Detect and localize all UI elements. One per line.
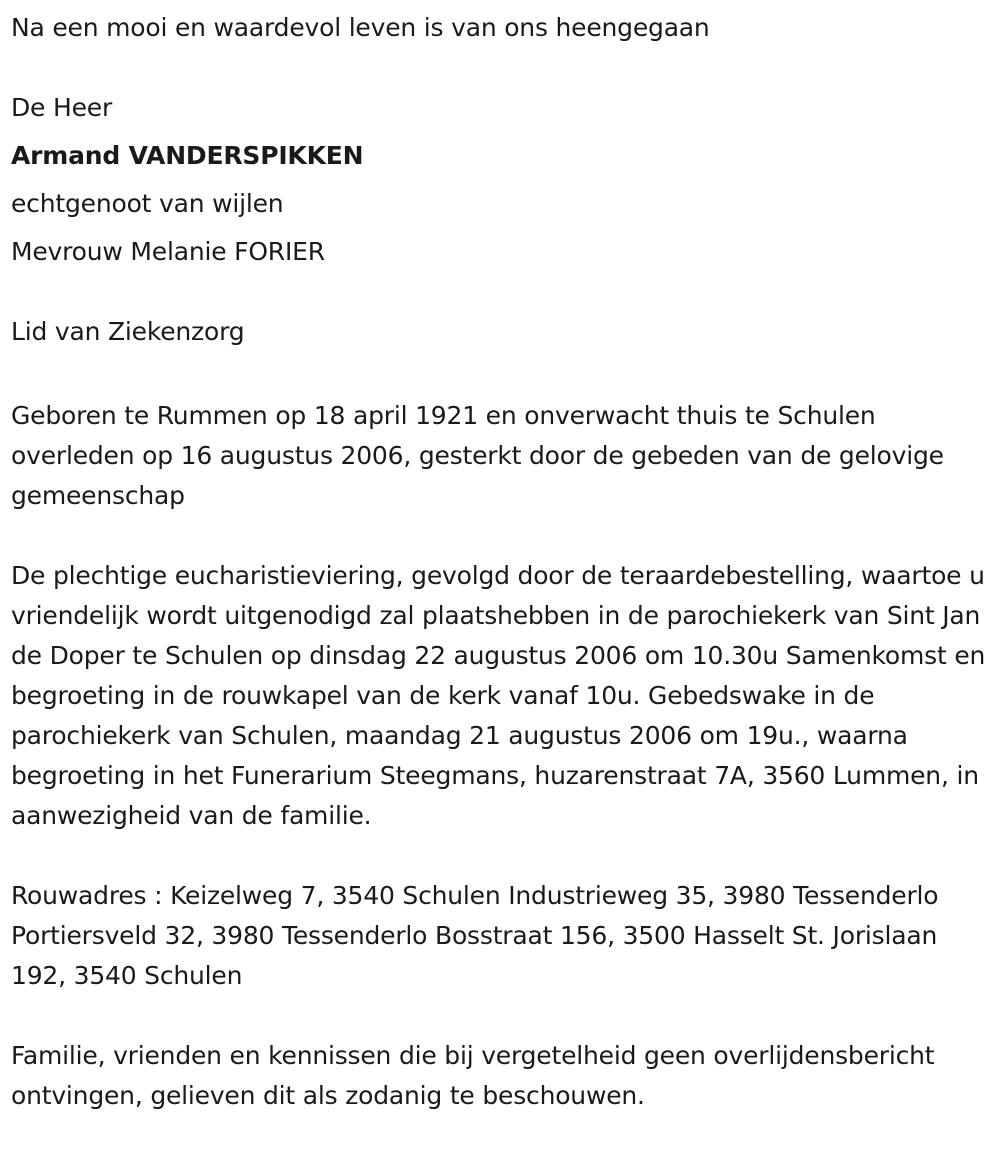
ceremony-paragraph: De plechtige eucharistieviering, gevolgd door de teraardebestelling, waartoe u vriendelijk wordt uitgenodigd zal plaatshebben in de parochiekerk van Sint Jan de Doper te Schulen op dinsdag 22 augustus 2006 om 10.30u Samenkomst en begroeting in de rouwkapel van de kerk vanaf 10u. Gebedswake in de parochiekerk van Schulen, maandag 21 augustus 2006 om 19u., waarna begroeting in het Funerarium Steegmans, huzarenstraat 7A, 3560 Lummen, in aanwezigheid van de familie. bbox=[11, 561, 993, 830]
obituary-notice bbox=[11, 4, 996, 1116]
closing-paragraph: Familie, vrienden en kennissen die bij vergetelheid geen overlijdensbericht ontvingen, gelieven dit als zodanig te beschouwen. bbox=[11, 1041, 943, 1110]
relation-line: echtgenoot van wijlen bbox=[11, 189, 284, 218]
birth-death-paragraph: Geboren te Rummen op 18 april 1921 en onverwacht thuis te Schulen overleden op 16 augustus 2006, gesterkt door de gebeden van de gelovige gemeenschap bbox=[11, 401, 952, 510]
deceased-name: Armand VANDERSPIKKEN bbox=[11, 141, 364, 170]
membership-line: Lid van Ziekenzorg bbox=[11, 317, 245, 346]
mourning-addresses-paragraph: Rouwadres : Keizelweg 7, 3540 Schulen Industrieweg 35, 3980 Tessenderlo Portiersveld 32, 3980 Tessenderlo Bosstraat 156, 3500 Hasselt St. Jorislaan 192, 3540 Schulen bbox=[11, 881, 947, 990]
spouse-name: Mevrouw Melanie FORIER bbox=[11, 237, 325, 266]
honorific-title: De Heer bbox=[11, 93, 113, 122]
intro-line: Na een mooi en waardevol leven is van ons heengegaan bbox=[11, 13, 710, 42]
